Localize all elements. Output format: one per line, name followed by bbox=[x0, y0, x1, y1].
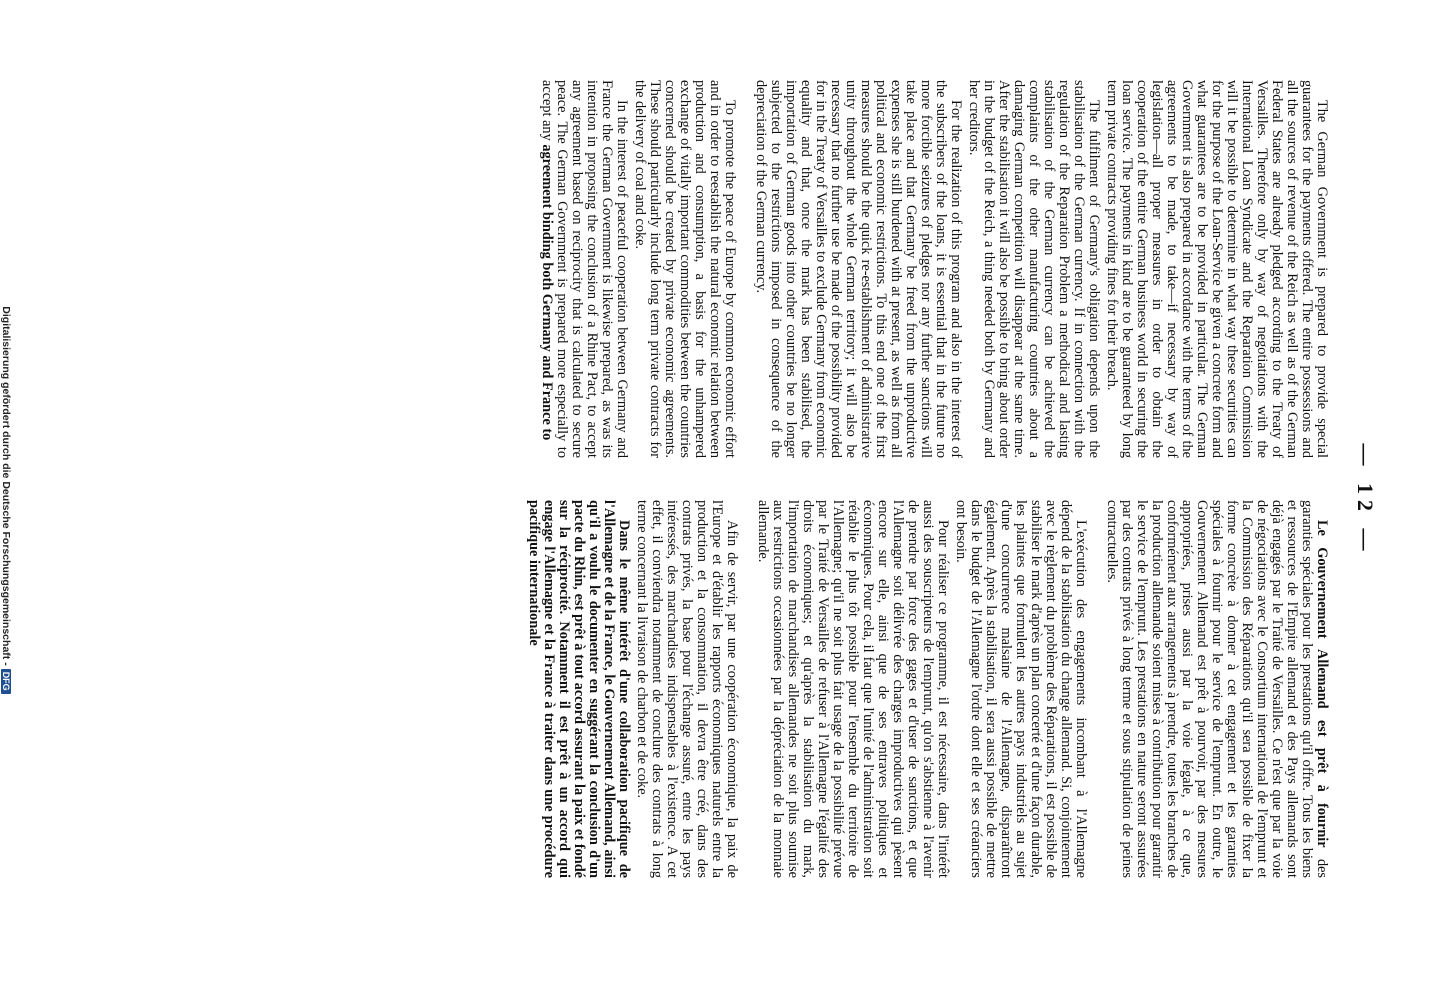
english-paragraph-cooperation bbox=[539, 80, 629, 458]
french-paragraph-programme: Pour réaliser ce programme, il est nécessaire, dans l'intérêt aussi des souscripteurs de l'emprunt, qu'on s'abstienne à l'avenir de prendre par force des gages et d'user de sanctions, et que l'Allemagne soit délivrée des charges improductives qui pèsent encore sur elle, ainsi que de ses entraves politiques et économiques. Pour cela, il faut que l'unité de l'administration soit rétablie le plus tôt possible pour l'ensemble du territoire de l'Allemagne; qu'il ne soit plus fait usage de la possibilité prévue par le Traité de Versailles de refuser à l'Allemagne l'égalité des droits économiques; et qu'après la stabilisation du mark, l'importation de marchandises allemandes ne soit plus soumise aux restrictions occasionnées par la dépréciation de la monnaie allemande. bbox=[755, 500, 951, 878]
french-paragraph-collaboration bbox=[526, 500, 631, 878]
french-bold-collaboration: Dans le même intérêt d'une collaboration pacifique de l'Allemagne et de la France, le Gouvernement Allemand, ainsi qu'il a voulu le documenter en suggérant la conclusion d'un pacte du Rhin, est prêt à tout accord assurant la paix et fondé sur la réciprocité. bbox=[556, 500, 632, 878]
french-paragraph-paix: Afin de servir, par une coopération économique, la paix de l'Europe et d'établir les rapports économiques naturels entre la production et la consommation, il devra être créé, dans des contrats privés, la base pour l'échange assuré, entre les pays intéressés, des marchandises indispensables à l'existence. A cet effet, il conviendra notamment de conclure des contrats à long terme concernant la livraison de charbon et de coke. bbox=[634, 500, 740, 878]
french-bold-accord: Notamment il est prêt à un accord qui engage l'Allemagne et la France à traiter dans une procédure pacifique internationale bbox=[526, 500, 572, 878]
footer-text: Digitalisierung gefördert durch die Deutsche Forschungsgemeinschaft - bbox=[0, 306, 12, 666]
english-paragraph-peace: To promote the peace of Europe by common economic effort and in order to reestablish the natural economic relation between production and consumption, a basis for the unhampered exchange of vitally important commodities between the countries concerned should be created by private economic agreements. These should particularly include long term private contracts for the delivery of coal and coke. bbox=[632, 80, 738, 458]
english-paragraph-cooperation-text: In the interest of peaceful cooperation between Germany and France the German Government is likewise prepared, as was its intention in proposing the conclusion of a Rhine Pact, to accept any agreement based on reciprocity that is calculated to secure peace. The German Government is prepared more especially to accept any bbox=[539, 80, 630, 458]
english-paragraph-guarantees: The German Government is prepared to provide special guarantees for the payments offered. The entire possessions and all the sources of revenue of the Reich as well as of the German Federal States are already pledged according to the Treaty of Versailles. Therefore only by way of negotiations with the International Loan Syndicate and the Reparation Commission will it be possible to determine in what way these securities can for the purpose of the Loan-Service be given a concrete form and what guarantees are to be provided in particular. The German Government is also prepared in accordance with the terms of the agreements to be made, to take—if necessary by way of legislation—all proper measures in order to obtain the cooperation of the entire German business world in securing the loan service. The payments in kind are to be guaranteed by long term private contracts providing fines for their breach. bbox=[1104, 80, 1330, 458]
french-paragraph-change: L'exécution des engagements incombant à l'Allemagne dépend de la stabilisation du change allemand. Si, conjointement avec le règlement du problème des Réparations, il est possible de stabiliser le mark d'après un plan concerté et d'une façon durable, les plaintes que formulent les autres pays industriels au sujet d'une concurrence malsaine de l'Allemagne, disparaîtront également. Après la stabilisation, il sera aussi possible de mettre dans le budget de l'Allemagne l'ordre dont elle et ses créanciers ont besoin. bbox=[953, 500, 1089, 878]
french-column bbox=[523, 500, 1329, 878]
dfg-logo: DFG bbox=[1, 669, 11, 694]
english-paragraph-program: For the realization of this program and also in the interest of the subscribers of the loans, it is essential that in the future no more forcible seizures of pledges nor any further sanctions will take place and that Germany be freed from the unproductive expenses she is still burdened with at present, as well as from all political and economic restrictions. To this end one of the first measures should be the quick re-establishment of administrative unity throughout the whole German territory; it will also be necessary that no further use be made of the possibility provided for in the Treaty of Versailles to exclude Germany from economic equality and that, once the mark has been stabilised, the importation of German goods into other countries be no longer subjected to the restrictions imposed in consequence of the depreciation of the German currency. bbox=[753, 80, 964, 458]
page-number: — 12 — bbox=[1353, 443, 1378, 557]
digitization-footer bbox=[0, 0, 12, 1000]
french-paragraph-garanties bbox=[1104, 500, 1329, 878]
french-bold-lead: Le Gouvernement Allemand est prêt à fournir bbox=[1314, 520, 1330, 848]
english-bold-agreement: agreement binding both Germany and France to bbox=[539, 144, 555, 441]
english-paragraph-currency: The fulfilment of Germany's obligation depends upon the stabilisation of the German currency. If in connection with the regulation of the Reparation Problem a methodical and lasting stabilisation of the German currency can be achieved the complaints of the other manufacturing countries about a damaging German competition will disappear at the same time. After the stabilisation it will also be possible to bring about order in the budget of the Reich, a thing needed both by Germany and her creditors. bbox=[966, 80, 1102, 458]
french-paragraph-garanties-text: des garanties spéciales pour les prestations qu'il offre. Tous les biens et ressources de l'Empire allemand et des Pays allemands sont déjà engagés par le Traité de Versailles. Ce n'est que par la voie de négociations avec le Consortium international de l'emprunt et la Commission des Réparations qu'il sera possible de fixer la forme concrète à donner à cet engagement et les garanties spéciales à fournir pour le service de l'emprunt. En outre, le Gouvernement Allemand est prêt à pourvoir, par des mesures appropriées, prises aussi par la voie légale, à ce que, conformément aux arrangements à prendre, toutes les branches de la production allemande soient mises à contribution pour garantir le service de l'emprunt. Les prestations en nature seront assurées par des contrats privés à long terme et sous stipulation de peines contractuelles. bbox=[1104, 500, 1330, 878]
english-column bbox=[536, 80, 1329, 458]
